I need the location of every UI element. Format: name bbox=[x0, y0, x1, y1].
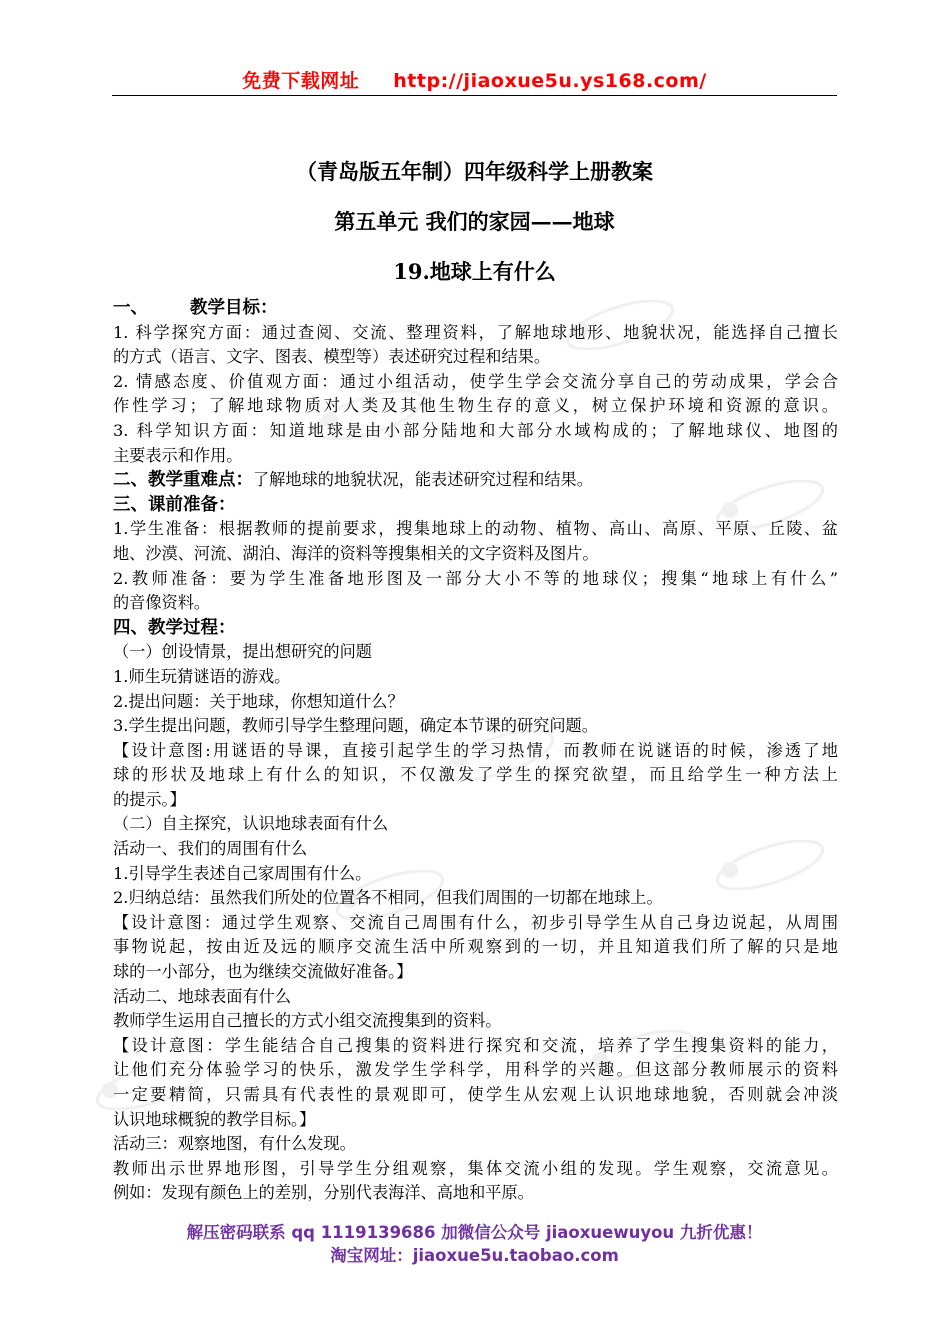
section-text: 了解地球的地貌状况，能表述研究过程和结果。 bbox=[253, 470, 593, 490]
header-url-link[interactable]: http://jiaoxue5u.ys168.com/ bbox=[393, 70, 707, 92]
document-title: （青岛版五年制）四年级科学上册教案 bbox=[296, 159, 653, 184]
section-heading-process: 四、教学过程： bbox=[113, 617, 236, 638]
paragraph-line: 教师学生运用自己擅长的方式小组交流搜集到的资料。 bbox=[113, 1011, 502, 1031]
paragraph-line: 【设计意图：通过学生观察、交流自己周围有什么，初步引导学生从自己身边说起，从周围 bbox=[113, 912, 838, 932]
header-label: 免费下载网址 bbox=[242, 70, 360, 92]
paragraph-line: 1. 科学探究方面：通过查阅、交流、整理资料，了解地球地形、地貌状况，能选择自己擅长 bbox=[113, 322, 838, 342]
paragraph-line: 作性学习；了解地球物质对人类及其他生物生存的意义，树立保护环境和资源的意识。 bbox=[113, 396, 838, 416]
document-body bbox=[113, 296, 838, 1206]
section-number: 一、 bbox=[113, 298, 148, 318]
header-divider bbox=[112, 95, 837, 96]
page-header bbox=[112, 66, 837, 93]
paragraph-line: 地、沙漠、河流、湖泊、海洋的资料等搜集相关的文字资料及图片。 bbox=[113, 543, 599, 563]
paragraph-line: 的提示。】 bbox=[113, 789, 186, 809]
paragraph-line: 的方式（语言、文字、图表、模型等）表述研究过程和结果。 bbox=[113, 347, 551, 367]
unit-title: 第五单元 我们的家园——地球 bbox=[334, 209, 615, 234]
paragraph-line: 活动一、我们的周围有什么 bbox=[113, 839, 308, 859]
paragraph-line: 的音像资料。 bbox=[113, 593, 211, 613]
paragraph-line: 事物说起，按由近及远的顺序交流生活中所观察到的一切，并且知道我们所了解的只是地 bbox=[113, 937, 838, 957]
paragraph-line: 活动三：观察地图，有什么发现。 bbox=[113, 1134, 356, 1154]
paragraph-line: 球的形状及地球上有什么的知识，不仅激发了学生的探究欲望，而且给学生一种方法上 bbox=[113, 765, 838, 785]
paragraph-line: 1.师生玩猜谜语的游戏。 bbox=[113, 666, 291, 686]
paragraph-line: 3. 科学知识方面：知道地球是由小部分陆地和大部分水域构成的；了解地球仪、地图的 bbox=[113, 420, 838, 440]
paragraph-line: 球的一小部分，也为继续交流做好准备。】 bbox=[113, 962, 413, 982]
paragraph-line: 认识地球概貌的教学目标。】 bbox=[113, 1109, 316, 1129]
footer-taobao-link[interactable]: 淘宝网址：jiaoxue5u.taobao.com bbox=[330, 1246, 619, 1265]
paragraph-line: 让他们充分体验学习的快乐，激发学生学科学，用科学的兴趣。但这部分教师展示的资料 bbox=[113, 1060, 838, 1080]
section-heading-objectives bbox=[113, 296, 838, 321]
footer-contact: 解压密码联系 qq 1119139686 加微信公众号 jiaoxuewuyou 九折优惠！ bbox=[186, 1223, 763, 1242]
paragraph-line: 3.学生提出问题，教师引导学生整理问题，确定本节课的研究问题。 bbox=[113, 716, 598, 736]
paragraph-line: 1.学生准备：根据教师的提前要求，搜集地球上的动物、植物、高山、高原、平原、丘陵、盆 bbox=[113, 519, 838, 539]
section-heading-key-points bbox=[113, 468, 838, 493]
paragraph-line: 【设计意图：学生能结合自己搜集的资料进行探究和交流，培养了学生搜集资料的能力， bbox=[113, 1035, 838, 1055]
paragraph-line: 活动二、地球表面有什么 bbox=[113, 986, 292, 1006]
paragraph-line: 1.引导学生表述自己家周围有什么。 bbox=[113, 863, 372, 883]
paragraph-line: 2. 情感态度、价值观方面：通过小组活动，使学生学会交流分享自己的劳动成果，学会合 bbox=[113, 371, 838, 391]
paragraph-line: 2.提出问题：关于地球，你想知道什么？ bbox=[113, 691, 404, 711]
section-heading-preparation: 三、课前准备： bbox=[113, 494, 236, 515]
paragraph-line: 2.归纳总结：虽然我们所处的位置各不相同，但我们周围的一切都在地球上。 bbox=[113, 888, 663, 908]
paragraph-line: 一定要精简，只需具有代表性的景观即可，使学生从宏观上认识地球地貌，否则就会冲淡 bbox=[113, 1085, 838, 1104]
lesson-title: 19.地球上有什么 bbox=[393, 259, 556, 284]
paragraph-line: 教师出示世界地形图，引导学生分组观察，集体交流小组的发现。学生观察，交流意见。 bbox=[113, 1158, 838, 1178]
paragraph-line: 2.教师准备：要为学生准备地形图及一部分大小不等的地球仪；搜集“地球上有什么” bbox=[113, 568, 838, 588]
paragraph-line: （一）创设情景，提出想研究的问题 bbox=[113, 642, 372, 662]
paragraph-line: （二）自主探究，认识地球表面有什么 bbox=[113, 814, 389, 834]
paragraph-line: 【设计意图:用谜语的导课，直接引起学生的学习热情，而教师在说谜语的时候，渗透了地 bbox=[113, 740, 838, 760]
section-title: 教学目标： bbox=[190, 298, 278, 318]
paragraph-line: 例如：发现有颜色上的差别，分别代表海洋、高地和平原。 bbox=[113, 1183, 534, 1203]
section-title: 二、教学重难点： bbox=[113, 470, 253, 491]
paragraph-line: 主要表示和作用。 bbox=[113, 445, 243, 465]
